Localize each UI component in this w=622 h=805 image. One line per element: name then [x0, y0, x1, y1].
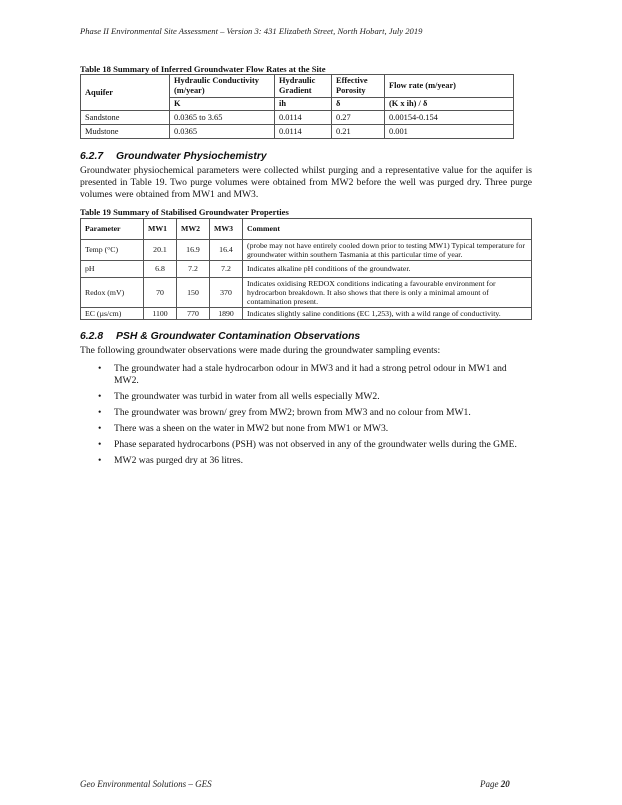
- header-cell: Effective Porosity: [332, 75, 385, 98]
- observations-list: [80, 363, 532, 467]
- header-cell: Flow rate (m/year): [385, 75, 514, 98]
- table-cell: Redox (mV): [81, 277, 144, 307]
- table-cell: Indicates oxidising REDOX conditions indicating a favourable environment for hydrocarbon breakdown. It also shows that there is only a minimal amount of contamination present.: [243, 277, 532, 307]
- header-cell: MW1: [144, 218, 177, 239]
- header-cell: Aquifer: [81, 75, 170, 111]
- header-cell: Hydraulic Conductivity (m/year): [170, 75, 275, 98]
- section-title: PSH & Groundwater Contamination Observations: [116, 330, 361, 342]
- table-row: [81, 239, 532, 260]
- table-cell: 0.0114: [275, 125, 332, 139]
- table-cell: 0.00154-0.154: [385, 111, 514, 125]
- table-cell: 0.0365: [170, 125, 275, 139]
- bullet-icon: •: [98, 438, 102, 450]
- table-cell: 0.0365 to 3.65: [170, 111, 275, 125]
- table-cell: 0.0114: [275, 111, 332, 125]
- header-cell: MW3: [210, 218, 243, 239]
- list-item: [98, 407, 532, 419]
- header-cell: Parameter: [81, 218, 144, 239]
- table-cell: EC (µs/cm): [81, 307, 144, 319]
- table-cell: 16.9: [177, 239, 210, 260]
- subheader-cell: (K x ih) / δ: [385, 98, 514, 111]
- page-number: 20: [500, 779, 510, 789]
- table-cell: Indicates alkaline pH conditions of the groundwater.: [243, 260, 532, 277]
- table-cell: 1890: [210, 307, 243, 319]
- table19-caption: Table 19 Summary of Stabilised Groundwater Properties: [80, 206, 289, 217]
- page-label: Page: [480, 779, 499, 789]
- list-item: [98, 439, 532, 451]
- list-item-text: There was a sheen on the water in MW2 but none from MW1 or MW3.: [114, 422, 389, 434]
- subheader-cell: ih: [275, 98, 332, 111]
- page-content: [80, 64, 532, 471]
- table-row: [81, 111, 514, 125]
- table-cell: 7.2: [210, 260, 243, 277]
- list-item-text: The groundwater was brown/ grey from MW2; brown from MW3 and no colour from MW1.: [114, 406, 471, 418]
- table-row: [81, 307, 532, 319]
- bullet-icon: •: [98, 454, 102, 466]
- table-cell: 0.001: [385, 125, 514, 139]
- groundwater-properties-table: [80, 218, 532, 320]
- list-item: [98, 455, 532, 467]
- header-cell: Hydraulic Gradient: [275, 75, 332, 98]
- table-row: [81, 125, 514, 139]
- list-item: [98, 363, 532, 387]
- page-header: Phase II Environmental Site Assessment – Version 3: 431 Elizabeth Street, North Hobart, July 2019: [80, 26, 423, 36]
- list-item: [98, 423, 532, 435]
- subheader-cell: K: [170, 98, 275, 111]
- table18-caption: Table 18 Summary of Inferred Groundwater Flow Rates at the Site: [80, 64, 326, 74]
- table-cell: Temp (°C): [81, 239, 144, 260]
- observations-intro: The following groundwater observations were made during the groundwater sampling events:: [80, 344, 441, 356]
- physiochemistry-paragraph: Groundwater physiochemical parameters were collected whilst purging and a representative value for the aquifer is presented in Table 19. Two purge volumes were obtained from MW2 before the well was purged dry. Three purge volumes were obtained from MW1 and MW3.: [80, 165, 532, 201]
- list-item-text: The groundwater had a stale hydrocarbon odour in MW3 and it had a strong petrol odour in MW1 and MW2.: [114, 362, 507, 386]
- header-cell: MW2: [177, 218, 210, 239]
- table-cell: Indicates slightly saline conditions (EC 1,253), with a wild range of conductivity.: [243, 307, 532, 319]
- table-cell: (probe may not have entirely cooled down prior to testing MW1) Typical temperature for groundwater within southern Tasmania at this particular time of year.: [243, 239, 532, 260]
- section-number: 6.2.8: [80, 330, 104, 342]
- table-cell: pH: [81, 260, 144, 277]
- table-cell: 6.8: [144, 260, 177, 277]
- table-cell: 0.27: [332, 111, 385, 125]
- list-item-text: Phase separated hydrocarbons (PSH) was not observed in any of the groundwater wells during the GME.: [114, 438, 517, 450]
- table-header-row: [81, 75, 514, 98]
- bullet-icon: •: [98, 406, 102, 418]
- section-title: Groundwater Physiochemistry: [116, 151, 267, 162]
- list-item: [98, 391, 532, 403]
- bullet-icon: •: [98, 390, 102, 402]
- subheader-cell: δ: [332, 98, 385, 111]
- section-heading-627: [80, 151, 532, 163]
- section-heading-628: [80, 331, 532, 343]
- table-cell: Sandstone: [81, 111, 170, 125]
- table-cell: 20.1: [144, 239, 177, 260]
- section-number: 6.2.7: [80, 151, 104, 162]
- list-item-text: MW2 was purged dry at 36 litres.: [114, 454, 244, 466]
- flow-rates-table: [80, 74, 514, 139]
- bullet-icon: •: [98, 362, 102, 374]
- table-cell: 0.21: [332, 125, 385, 139]
- table-cell: 7.2: [177, 260, 210, 277]
- table-cell: 150: [177, 277, 210, 307]
- table-cell: 370: [210, 277, 243, 307]
- list-item-text: The groundwater was turbid in water from all wells especially MW2.: [114, 390, 380, 402]
- table-header-row: [81, 218, 532, 239]
- table-cell: 1100: [144, 307, 177, 319]
- table-row: [81, 277, 532, 307]
- footer-company: Geo Environmental Solutions – GES: [80, 779, 212, 789]
- table-cell: 16.4: [210, 239, 243, 260]
- footer-page: [480, 779, 510, 789]
- bullet-icon: •: [98, 422, 102, 434]
- header-cell: Comment: [243, 218, 532, 239]
- table-cell: Mudstone: [81, 125, 170, 139]
- table-cell: 770: [177, 307, 210, 319]
- table-row: [81, 260, 532, 277]
- table-cell: 70: [144, 277, 177, 307]
